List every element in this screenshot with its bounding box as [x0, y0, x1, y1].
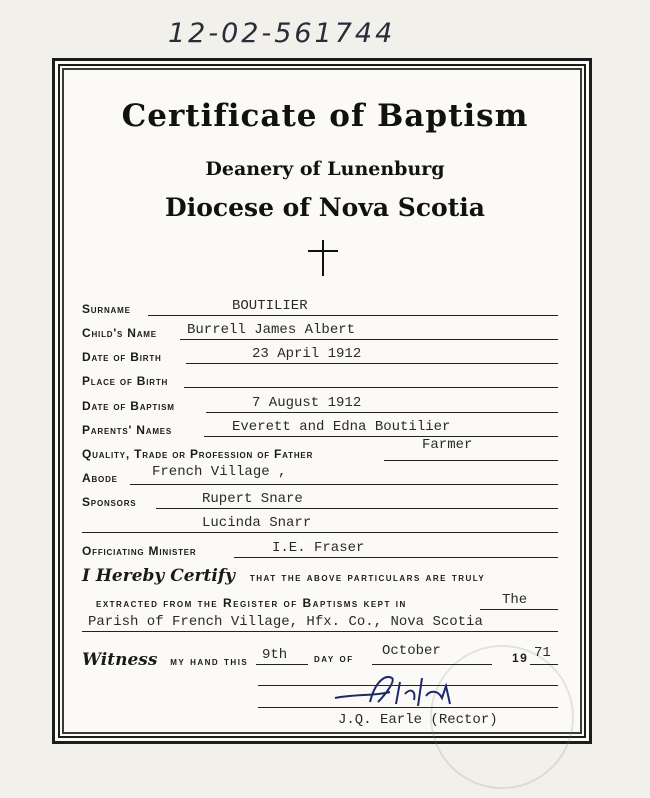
diocese-heading: Diocese of Nova Scotia	[165, 193, 485, 222]
certify-line-2: extracted from the Register of Baptisms kept in	[96, 596, 407, 610]
surname-value: BOUTILIER	[232, 298, 308, 314]
childs-name-label: Child's Name	[82, 326, 157, 340]
witness-year: 71	[534, 645, 551, 661]
father-trade-label: Quality, Trade or Profession of Father	[82, 447, 314, 461]
sponsors-row-2	[82, 513, 562, 535]
date-of-baptism-label: Date of Baptism	[82, 399, 175, 413]
witness-day: 9th	[262, 647, 288, 663]
date-of-birth-row	[82, 344, 562, 366]
rector-name: J.Q. Earle (Rector)	[338, 712, 498, 728]
abode-value: French Village ,	[152, 464, 287, 480]
childs-name-row	[82, 320, 562, 342]
surname-label: Surname	[82, 302, 131, 316]
cross-icon	[308, 240, 338, 276]
surname-row	[82, 296, 562, 318]
father-trade-row	[82, 437, 562, 463]
minister-label: Officiating Minister	[82, 544, 197, 558]
witness-lead: Witness my hand this	[82, 650, 249, 670]
witness-row: 9th day of October 19 71	[82, 645, 562, 667]
certify-line-1: I Hereby Certify that the above particulars are truly	[82, 566, 486, 586]
date-of-birth-label: Date of Birth	[82, 350, 162, 364]
register-value-2: Parish of French Village, Hfx. Co., Nova Scotia	[88, 614, 483, 630]
sponsors-row	[82, 489, 562, 511]
register-row	[82, 590, 562, 612]
minister-row	[82, 538, 562, 560]
handwritten-file-number: 12-02-561744	[168, 18, 396, 49]
place-of-birth-row	[82, 368, 562, 390]
date-of-baptism-value: 7 August 1912	[252, 395, 362, 411]
certify-lead: I Hereby Certify	[82, 566, 236, 586]
parents-names-label: Parents' Names	[82, 423, 173, 437]
parents-names-value: Everett and Edna Boutilier	[232, 419, 451, 435]
deanery-heading: Deanery of Lunenburg	[205, 158, 445, 180]
father-trade-value: Farmer	[422, 437, 473, 453]
register-value-1: The	[502, 592, 528, 608]
abode-label: Abode	[82, 471, 118, 485]
date-of-baptism-row	[82, 393, 562, 415]
childs-name-value: Burrell James Albert	[187, 322, 356, 338]
sponsors-label: Sponsors	[82, 495, 137, 509]
minister-value: I.E. Fraser	[272, 540, 365, 556]
place-of-birth-label: Place of Birth	[82, 374, 169, 388]
abode-row	[82, 465, 562, 487]
sponsor-2-value: Lucinda Snarr	[202, 515, 312, 531]
register-row-2	[82, 612, 562, 634]
date-of-birth-value: 23 April 1912	[252, 346, 362, 362]
certificate-title: Certificate of Baptism	[121, 98, 529, 134]
witness-month: October	[382, 643, 441, 659]
sponsor-1-value: Rupert Snare	[202, 491, 303, 507]
rector-signature	[330, 668, 480, 712]
parents-names-row	[82, 417, 562, 439]
